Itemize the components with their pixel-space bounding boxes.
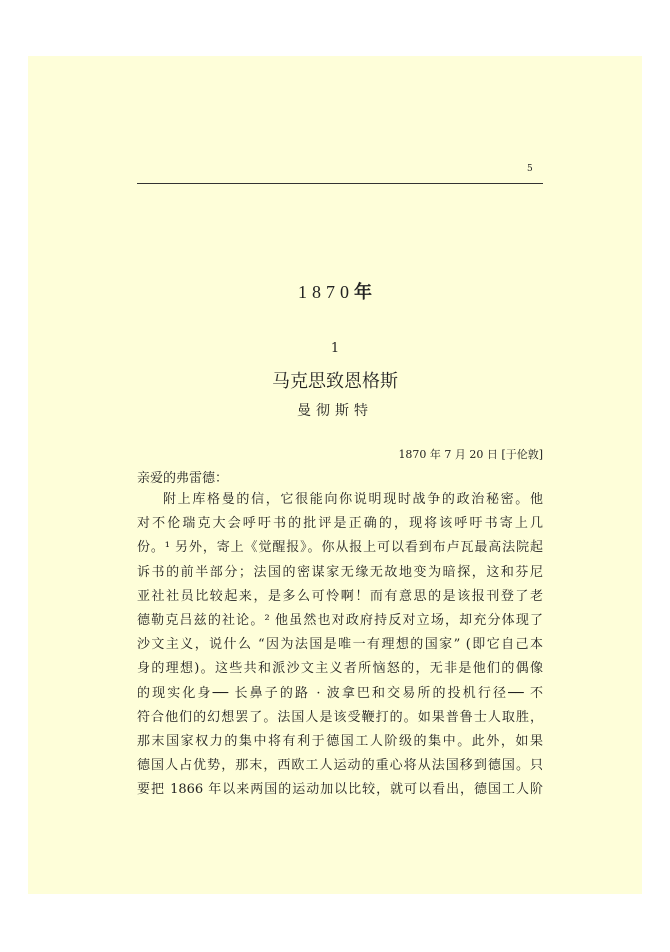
year-heading [0, 278, 670, 304]
body-line: 亚社社员比较起来，是多么可怜啊！而有意思的是该报刊登了老 [137, 588, 543, 604]
header-rule [137, 183, 543, 184]
page-number: 5 [527, 164, 533, 174]
letter-title: 马克思致恩格斯 [272, 371, 398, 392]
letter-number: 1 [330, 341, 340, 356]
body-line: 德国人占优势，那末，西欧工人运动的重心将从法国移到德国。只 [137, 758, 543, 774]
body-line: 份。¹ 另外，寄上《觉醒报》。你从报上可以看到布卢瓦最高法院起 [137, 540, 543, 556]
body-line: 诉书的前半部分；法国的密谋家无缘无故地变为暗探，这和芬尼 [137, 564, 543, 580]
letter-place: 曼彻斯特 [297, 403, 373, 419]
body-line: 的现实化身── 长鼻子的路 · 波拿巴和交易所的投机行径── 不 [137, 685, 543, 701]
body-line: 对不伦瑞克大会呼吁书的批评是正确的，现将该呼吁书寄上几 [137, 516, 543, 532]
letter-body [137, 488, 543, 802]
body-line: 附上库格曼的信，它很能向你说明现时战争的政治秘密。他 [163, 492, 543, 507]
body-line: 要把 1866 年以来两国的运动加以比较，就可以看出，德国工人阶 [137, 782, 543, 798]
body-line: 德勒克吕兹的社论。² 他虽然也对政府持反对立场，却充分体现了 [137, 612, 543, 628]
body-line: 那末国家权力的集中将有利于德国工人阶级的集中。此外，如果 [137, 733, 543, 749]
body-line: 符合他们的幻想罢了。法国人是该受鞭打的。如果普鲁士人取胜， [137, 709, 543, 725]
salutation: 亲爱的弗雷德： [137, 471, 229, 486]
body-line: 身的理想)。这些共和派沙文主义者所恼怒的，无非是他们的偶像 [137, 661, 543, 677]
year-number: 1870 [298, 282, 354, 302]
date-line: 1870 年 7 月 20 日 [于伦敦] [398, 448, 543, 461]
year-suffix: 年 [354, 282, 372, 303]
body-line: 沙文主义，说什么 “因为法国是唯一有理想的国家” (即它自己本 [137, 637, 543, 653]
